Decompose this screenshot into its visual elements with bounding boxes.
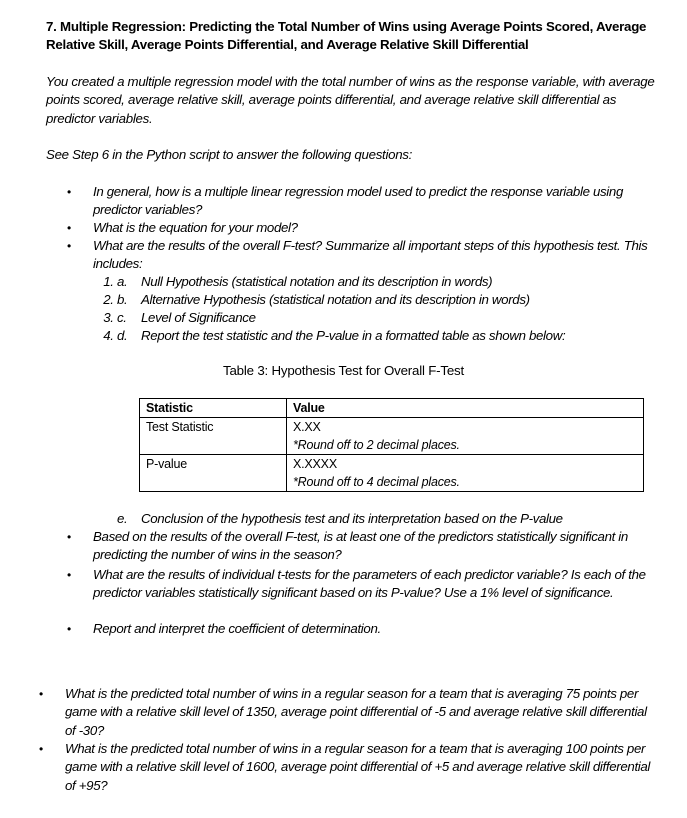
step-letter: a. (117, 274, 128, 289)
bullet-icon: • (67, 530, 72, 544)
value-placeholder: X.XX (293, 420, 321, 434)
f-test-table (139, 398, 644, 492)
value-placeholder: X.XXXX (293, 457, 337, 471)
question-text: What are the results of individual t-tests for the parameters of each predictor variable? Is each of the predictor variables statistically significant based on its P-value? Use a 1% level of significance. (93, 567, 646, 601)
step-text: Level of Significance (141, 310, 256, 325)
table-header-row (140, 399, 644, 418)
step-text: Null Hypothesis (statistical notation and its description in words) (141, 274, 493, 289)
f-test-step (117, 327, 565, 345)
table-caption: Table 3: Hypothesis Test for Overall F-Test (223, 363, 464, 378)
question-text: Based on the results of the overall F-test, is at least one of the predictors statistically significant in predicting the number of wins in the season? (93, 529, 628, 563)
step-letter: d. (117, 328, 128, 343)
table-row (140, 455, 644, 492)
statistic-cell: Test Statistic (140, 418, 287, 455)
step-letter: b. (117, 292, 128, 307)
question-text: Report and interpret the coefficient of determination. (93, 621, 381, 636)
question-text: In general, how is a multiple linear regression model used to predict the response variable using predictor variables? (93, 184, 624, 218)
f-test-step (117, 309, 256, 327)
step-letter: e. (117, 511, 128, 526)
step-text: Alternative Hypothesis (statistical notation and its description in words) (141, 292, 530, 307)
f-test-step (117, 510, 563, 528)
value-cell (287, 455, 644, 492)
column-header-statistic: Statistic (140, 399, 287, 418)
bullet-icon: • (67, 568, 72, 582)
step-text: Report the test statistic and the P-value in a formatted table as shown below: (141, 328, 566, 343)
table-row (140, 418, 644, 455)
section-heading: 7. Multiple Regression: Predicting the Total Number of Wins using Average Points Scored, Average Relative Skill, Average Points Differential, and Average Relative Skill Differential (46, 19, 647, 52)
prediction-text: What is the predicted total number of wins in a regular season for a team that is averaging 75 points per game with a relative skill level of 1350, average point differential of -5 and average relative skill differential of -30? (65, 686, 647, 738)
bullet-icon: • (67, 185, 72, 199)
f-test-step (117, 291, 530, 309)
prediction-text: What is the predicted total number of wins in a regular season for a team that is averaging 100 points per game with a relative skill level of 1600, average point differential of +5 and average relative skill differential of +95? (65, 741, 651, 793)
step-text: Conclusion of the hypothesis test and its interpretation based on the P-value (141, 511, 563, 526)
column-header-value: Value (287, 399, 644, 418)
intro-paragraph: You created a multiple regression model with the total number of wins as the response variable, with average points scored, average relative skill, average points differential, and average relative skill differential as predictor variables. (46, 74, 655, 126)
statistic-cell: P-value (140, 455, 287, 492)
question-text: What is the equation for your model? (93, 220, 298, 235)
bullet-icon: • (39, 687, 44, 701)
value-cell (287, 418, 644, 455)
rounding-note: *Round off to 4 decimal places. (293, 475, 460, 489)
instruction-line: See Step 6 in the Python script to answer the following questions: (46, 147, 413, 162)
f-test-step (117, 273, 492, 291)
rounding-note: *Round off to 2 decimal places. (293, 438, 460, 452)
question-text: What are the results of the overall F-test? Summarize all important steps of this hypothesis test. This includes: (93, 238, 648, 272)
step-letter: c. (117, 310, 127, 325)
bullet-icon: • (67, 622, 72, 636)
bullet-icon: • (39, 742, 44, 756)
bullet-icon: • (67, 221, 72, 235)
bullet-icon: • (67, 239, 72, 253)
